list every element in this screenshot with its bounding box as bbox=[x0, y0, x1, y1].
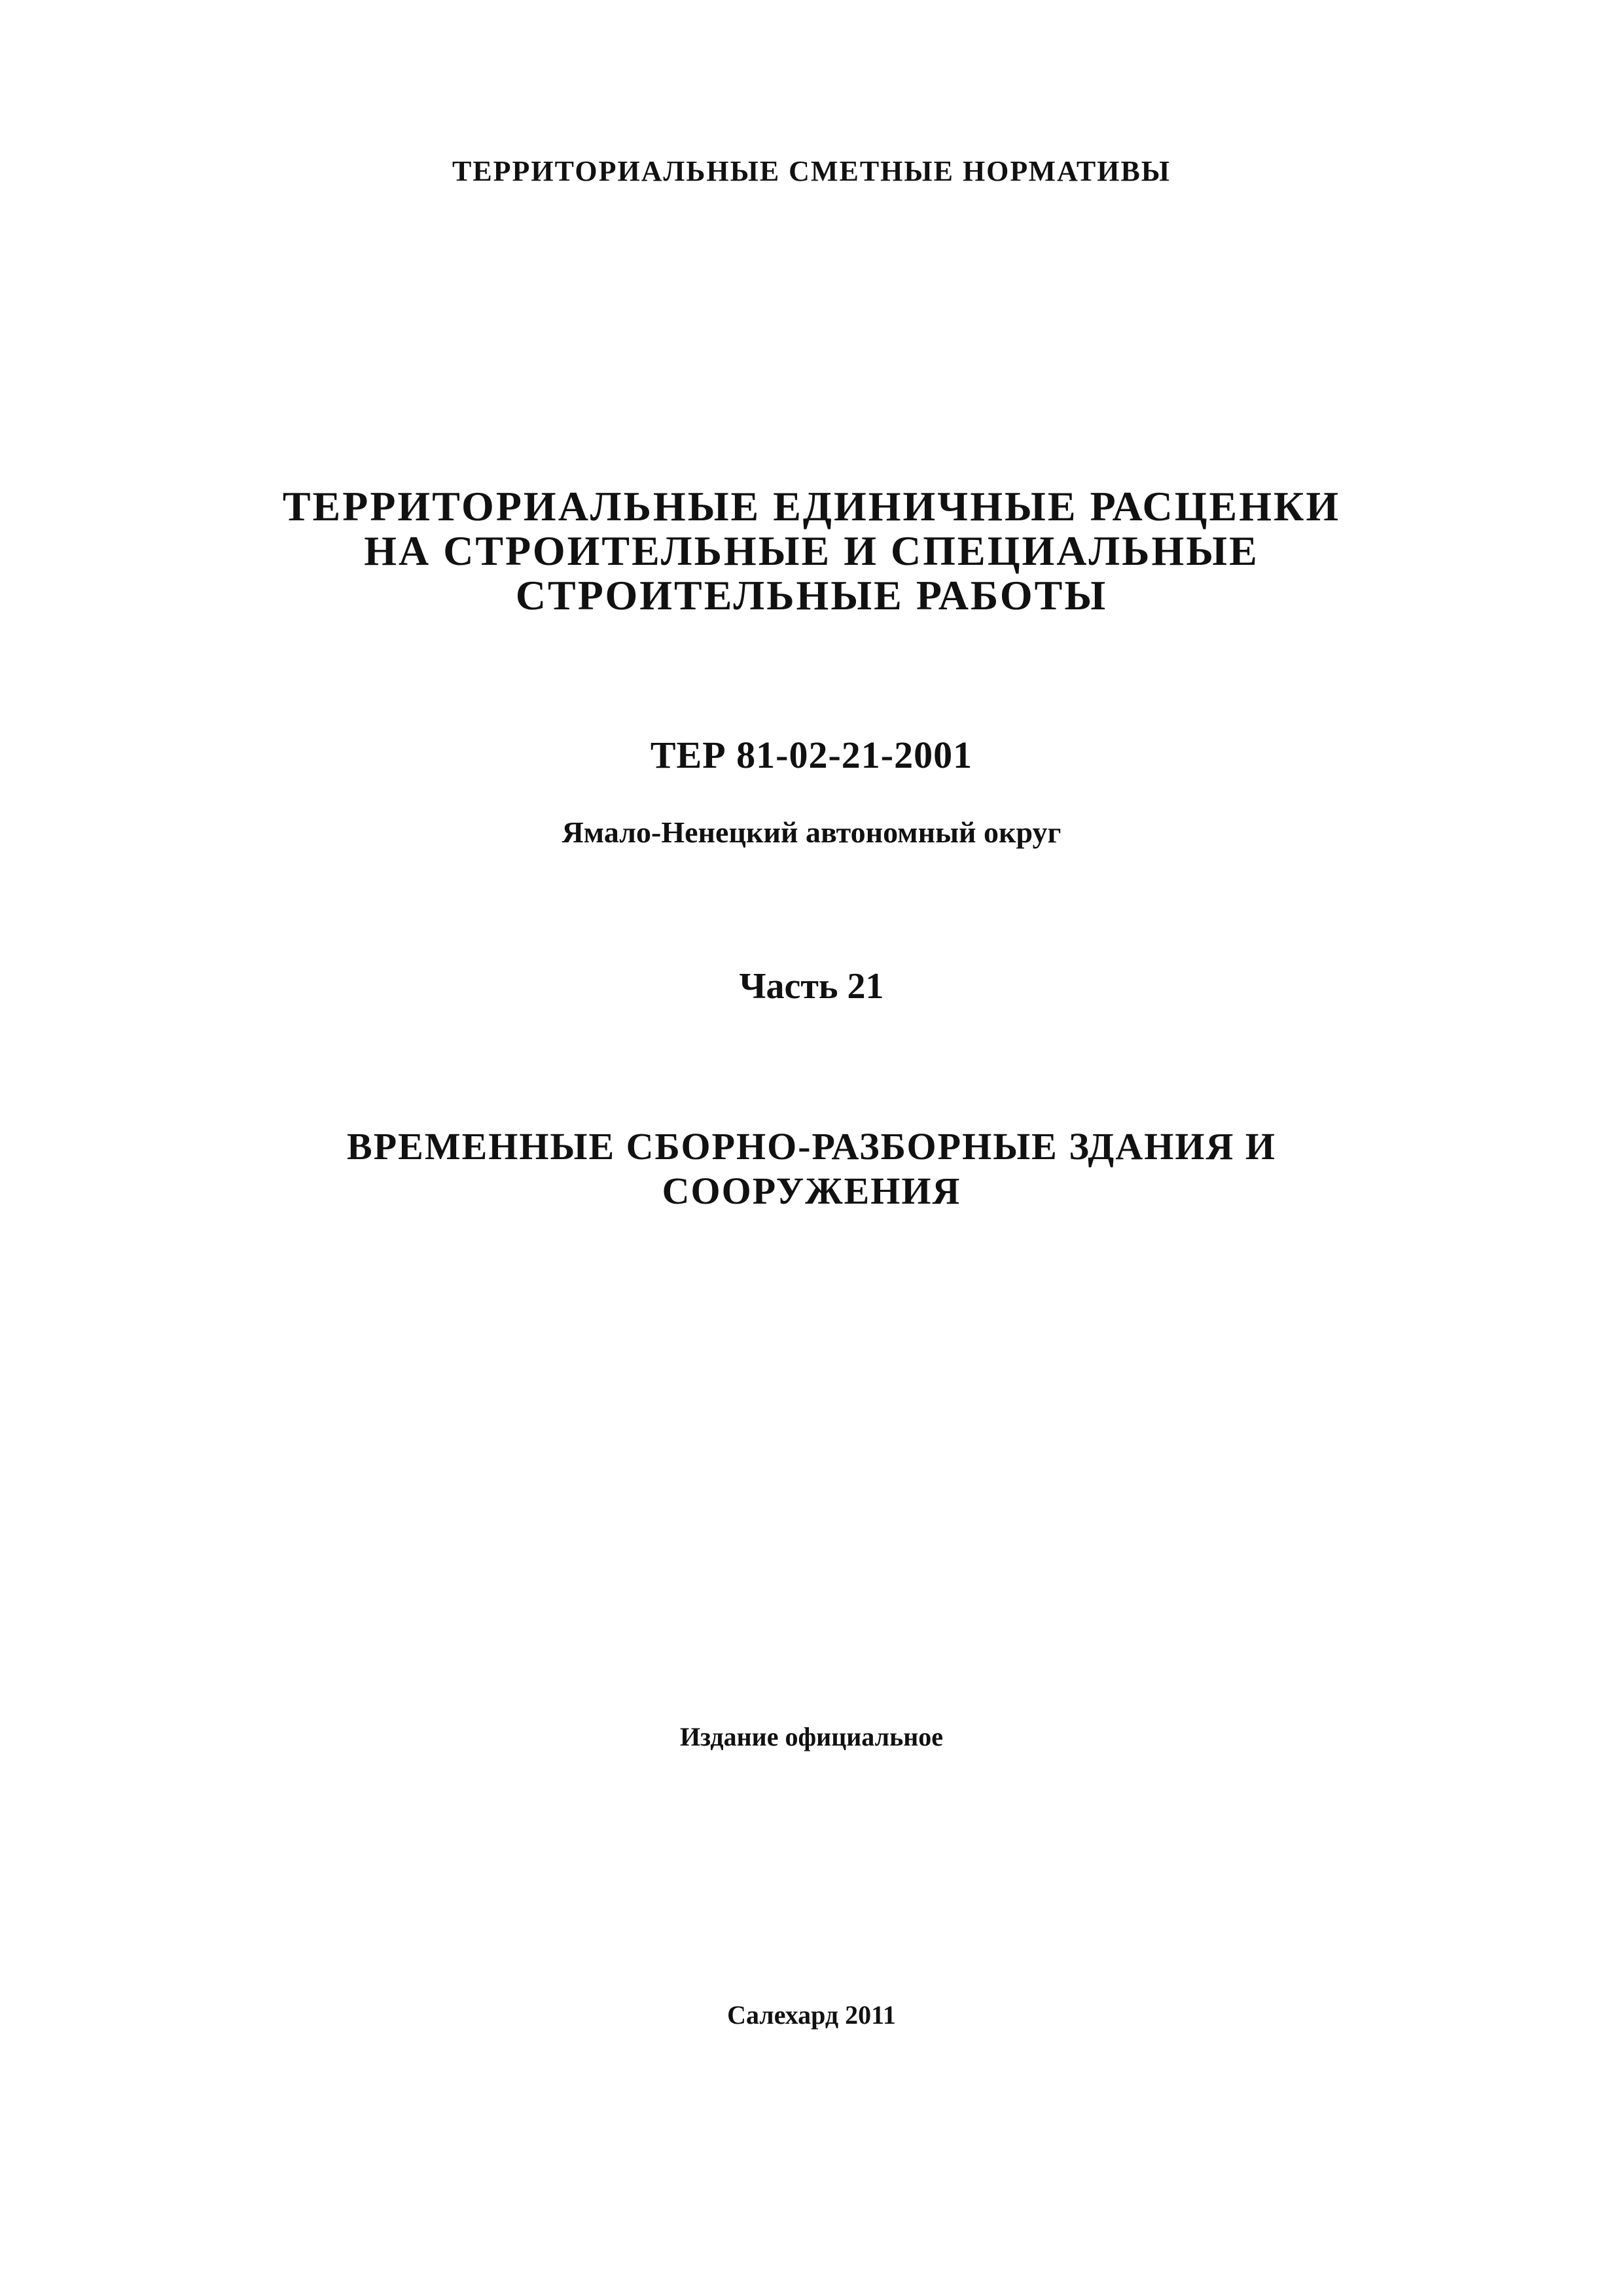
document-region: Ямало-Ненецкий автономный округ bbox=[562, 816, 1061, 849]
document-code: ТЕР 81-02-21-2001 bbox=[650, 734, 973, 776]
publication-place-year: Салехард 2011 bbox=[727, 2000, 896, 2030]
document-part: Часть 21 bbox=[739, 966, 884, 1007]
subtitle-line: ВРЕМЕННЫЕ СБОРНО-РАЗБОРНЫЕ ЗДАНИЯ И bbox=[347, 1125, 1276, 1168]
part-subtitle bbox=[0, 1124, 1623, 1213]
title-line: ТЕРРИТОРИАЛЬНЫЕ ЕДИНИЧНЫЕ РАСЦЕНКИ bbox=[282, 483, 1341, 529]
subtitle-line: СООРУЖЕНИЯ bbox=[662, 1170, 961, 1212]
title-line: НА СТРОИТЕЛЬНЫЕ И СПЕЦИАЛЬНЫЕ bbox=[364, 528, 1259, 574]
document-title bbox=[0, 484, 1623, 618]
series-header: ТЕРРИТОРИАЛЬНЫЕ СМЕТНЫЕ НОРМАТИВЫ bbox=[452, 155, 1171, 187]
title-line: СТРОИТЕЛЬНЫЕ РАБОТЫ bbox=[515, 572, 1108, 619]
edition-label: Издание официальное bbox=[679, 1722, 944, 1751]
